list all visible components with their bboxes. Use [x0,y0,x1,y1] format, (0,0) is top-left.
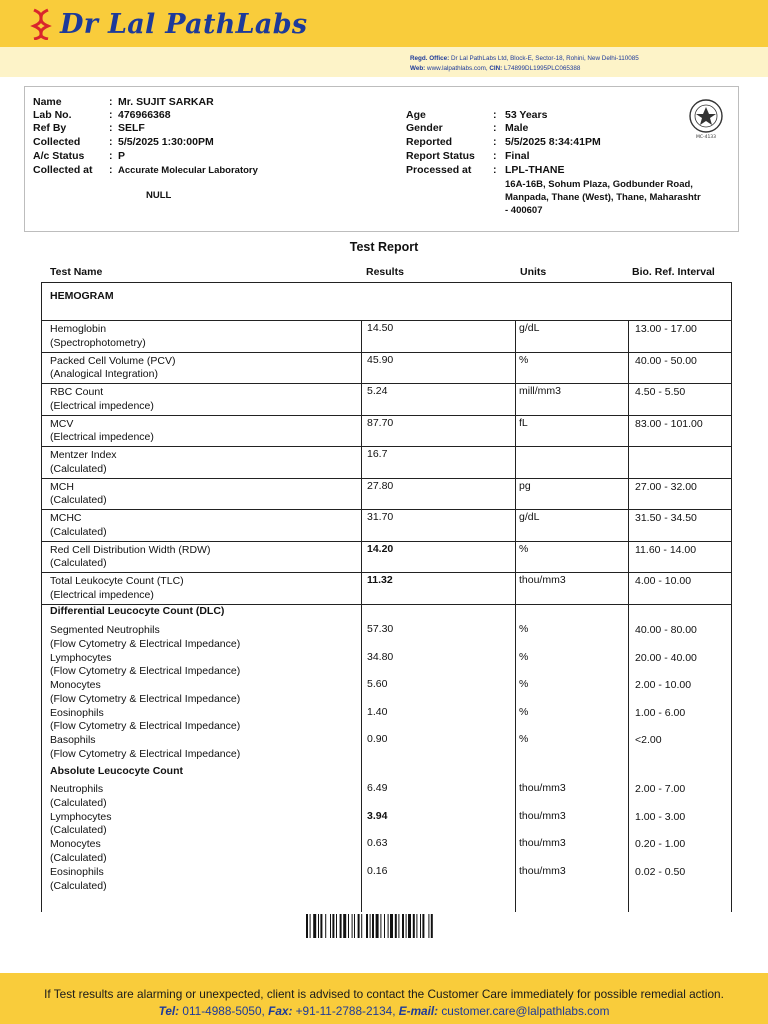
test-method: (Electrical impedence) [50,431,154,443]
barcode-bar [413,914,415,938]
barcode-bar [372,914,374,938]
test-name: Hemoglobin [50,323,107,335]
test-unit: thou/mm3 [519,865,566,878]
field-value: 53 Years [505,109,548,121]
barcode-bar [395,914,397,938]
barcode-bar [402,914,404,938]
section-alc: Absolute Leucocyte Count [50,765,184,777]
section-dlc: Differential Leucocyte Count (DLC) [50,605,225,617]
column-divider [361,320,362,912]
footer-email[interactable]: customer.care@lalpathlabs.com [441,1004,610,1018]
test-result: 0.63 [367,837,388,850]
test-method: (Flow Cytometry & Electrical Impedance) [50,692,241,705]
field-colon: : [109,164,113,176]
test-result: 57.30 [367,623,394,635]
accreditation-seal-icon [685,97,727,139]
barcode [306,914,470,938]
barcode-bar [431,914,433,938]
test-method: (Electrical impedence) [50,588,154,601]
barcode-bar [406,914,407,938]
test-result: 3.94 [367,809,388,822]
column-divider [515,320,516,912]
footer-fax: +91-11-2788-2134, [295,1004,396,1018]
field-label: Collected [33,136,81,148]
test-result: 1.40 [367,705,388,718]
field-value: Final [505,150,530,162]
test-name: Packed Cell Volume (PCV) [50,354,176,367]
report-title: Test Report [349,240,419,254]
collected-at-extra: NULL [146,190,172,201]
test-ref-interval: 2.00 - 7.00 [635,783,686,795]
test-name: MCHC [50,512,82,524]
field-value: LPL-THANE [505,164,565,176]
test-result: 0.16 [367,865,388,878]
test-result: 27.80 [367,479,394,492]
barcode-bar [313,914,316,938]
barcode-bar [336,914,337,938]
test-method: (Calculated) [50,851,107,864]
barcode-bar [388,914,389,938]
test-unit: thou/mm3 [519,782,566,794]
brand-name: Dr Lal PathLabs [60,8,308,40]
test-ref-interval: 11.60 - 14.00 [635,543,697,556]
barcode-bar [352,914,353,938]
test-method: (Calculated) [50,796,107,809]
test-unit: % [519,623,529,635]
barcode-bar [398,914,399,938]
field-colon: : [493,164,497,176]
barcode-bar [330,914,331,938]
test-name: Basophils [50,734,96,746]
test-result: 0.90 [367,733,388,745]
test-name: Red Cell Distribution Width (RDW) [50,543,211,556]
field-colon: : [493,109,497,121]
test-method: (Calculated) [50,494,107,506]
barcode-bar [420,914,421,938]
col-units: Units [520,266,547,278]
test-result: 14.50 [367,322,394,334]
test-method: (Analogical Integration) [50,368,158,380]
barcode-bar [340,914,342,938]
column-divider [628,320,629,912]
test-ref-interval: 40.00 - 50.00 [635,354,697,367]
test-result: 87.70 [367,416,394,429]
test-name: MCV [50,417,74,430]
test-result: 45.90 [367,353,394,366]
processed-address-line: - 400607 [505,205,543,216]
field-colon: : [109,96,113,108]
footer-advisory: If Test results are alarming or unexpected, client is advised to contact the Customer Care immediately for possible remedial action. [44,987,724,1001]
barcode-bar [366,914,368,938]
test-unit: g/dL [519,511,540,523]
dna-logo-icon [30,8,52,40]
test-method: (Flow Cytometry & Electrical Impedance) [50,637,241,650]
test-unit: thou/mm3 [519,574,566,586]
field-label: Report Status [406,150,475,162]
test-method: (Electrical impedence) [50,399,154,412]
test-unit: fL [519,416,528,429]
test-unit: thou/mm3 [519,837,566,850]
barcode-bar [376,914,379,938]
test-unit: % [519,542,529,555]
col-test-name: Test Name [50,266,103,278]
subheader-band [0,47,768,77]
field-label: Age [406,109,426,121]
barcode-bar [408,914,411,938]
field-value: SELF [118,122,145,134]
test-result: 16.7 [367,448,388,460]
field-value: Male [505,122,529,134]
footer [0,973,768,1024]
col-results: Results [366,266,404,278]
barcode-bar [318,914,319,938]
test-method: (Flow Cytometry & Electrical Impedance) [50,747,241,760]
processed-address-line: 16A-16B, Sohum Plaza, Godbunder Road, [505,179,693,190]
field-colon: : [493,122,497,134]
barcode-bar [332,914,334,938]
test-unit: g/dL [519,322,540,334]
test-method: (Calculated) [50,462,107,475]
barcode-bar [358,914,360,938]
test-unit: % [519,650,529,663]
test-unit: mill/mm3 [519,385,561,397]
field-colon: : [493,150,497,162]
field-label: Processed at [406,164,472,176]
test-result: 14.20 [367,542,394,555]
section-hemogram: HEMOGRAM [50,290,114,302]
footer-tel[interactable]: 011-4988-5050, [182,1004,265,1018]
test-method: (Flow Cytometry & Electrical Impedance) [50,720,241,732]
test-ref-interval: <2.00 [635,734,662,746]
test-method: (Flow Cytometry & Electrical Impedance) [50,665,241,677]
test-unit: % [519,705,529,718]
test-result: 6.49 [367,782,388,794]
test-ref-interval: 20.00 - 40.00 [635,651,697,664]
test-unit: % [519,678,529,690]
test-name: Total Leukocyte Count (TLC) [50,575,184,587]
test-name: Eosinophils [50,866,104,879]
test-result: 5.60 [367,678,388,690]
test-name: MCH [50,480,74,493]
barcode-bar [361,914,362,938]
field-colon: : [109,109,113,121]
barcode-bar [428,914,429,938]
field-label: A/c Status [33,150,85,162]
barcode-bar [348,914,349,938]
test-method: (Spectrophotometry) [50,336,146,349]
test-method: (Calculated) [50,824,107,837]
field-label: Reported [406,136,453,148]
barcode-bar [416,914,417,938]
barcode-bar [422,914,424,938]
test-unit: thou/mm3 [519,809,566,822]
field-label: Lab No. [33,109,72,121]
barcode-bar [370,914,371,938]
seal-text: MC-4133 [695,135,717,139]
test-name: Lymphocytes [50,810,112,823]
test-result: 5.24 [367,385,388,397]
field-value: Accurate Molecular Laboratory [118,165,258,176]
barcode-bar [354,914,355,938]
patient-details-box [24,86,739,232]
barcode-bar [384,914,385,938]
test-result: 34.80 [367,650,394,663]
field-colon: : [109,136,113,148]
test-ref-interval: 2.00 - 10.00 [635,679,692,691]
test-unit: pg [519,479,531,492]
test-method: (Calculated) [50,525,107,538]
field-colon: : [109,122,113,134]
test-unit: % [519,353,529,366]
field-value: 5/5/2025 1:30:00PM [118,136,214,148]
field-value: Mr. SUJIT SARKAR [118,96,214,108]
test-ref-interval: 1.00 - 6.00 [635,706,686,719]
test-method: (Calculated) [50,557,107,569]
test-ref-interval: 0.02 - 0.50 [635,866,686,879]
test-result: 31.70 [367,511,394,523]
test-result: 11.32 [367,574,393,586]
barcode-bar [310,914,311,938]
processed-address-line: Manpada, Thane (West), Thane, Maharashtr [505,192,701,203]
test-name: Monocytes [50,838,101,851]
test-ref-interval: 27.00 - 32.00 [635,480,697,493]
field-label: Gender [406,122,443,134]
field-colon: : [109,150,113,162]
test-ref-interval: 83.00 - 101.00 [635,417,703,430]
barcode-bar [320,914,322,938]
test-ref-interval: 1.00 - 3.00 [635,810,686,823]
field-value: P [118,150,126,162]
field-value: 476966368 [118,109,171,121]
test-ref-interval: 0.20 - 1.00 [635,838,686,851]
test-method: (Calculated) [50,879,107,892]
test-name: Eosinophils [50,706,104,719]
test-ref-interval: 40.00 - 80.00 [635,624,697,636]
footer-contact: Tel: 011-4988-5050, Fax: +91-11-2788-2134, E-mail: customer.care@lalpathlabs.com [158,1004,610,1018]
barcode-bar [343,914,346,938]
test-name: Monocytes [50,679,101,691]
barcode-bar [390,914,393,938]
barcode-bar [380,914,381,938]
field-label: Name [33,96,62,108]
test-ref-interval: 4.50 - 5.50 [635,386,686,398]
test-name: Mentzer Index [50,449,117,461]
barcode-bar [325,914,326,938]
test-unit: % [519,733,529,745]
field-label: Ref By [33,122,67,134]
test-ref-interval: 13.00 - 17.00 [635,323,697,335]
barcode-bar [306,914,308,938]
field-colon: : [493,136,497,148]
brand-logo [30,8,307,40]
field-label: Collected at [33,164,93,176]
test-name: Segmented Neutrophils [50,624,160,636]
field-value: 5/5/2025 8:34:41PM [505,136,601,148]
test-name: RBC Count [50,386,104,398]
test-ref-interval: 31.50 - 34.50 [635,512,697,524]
test-ref-interval: 4.00 - 10.00 [635,575,692,587]
registered-office: Regd. Office: Dr Lal PathLabs Ltd, Block-E, Sector-18, Rohini, New Delhi-110085 Web: www.lalpathlabs.com, CIN: L74899DL1995PLC065388 [410,55,639,72]
col-ref-interval: Bio. Ref. Interval [632,266,715,278]
test-name: Lymphocytes [50,651,112,664]
test-name: Neutrophils [50,783,104,795]
